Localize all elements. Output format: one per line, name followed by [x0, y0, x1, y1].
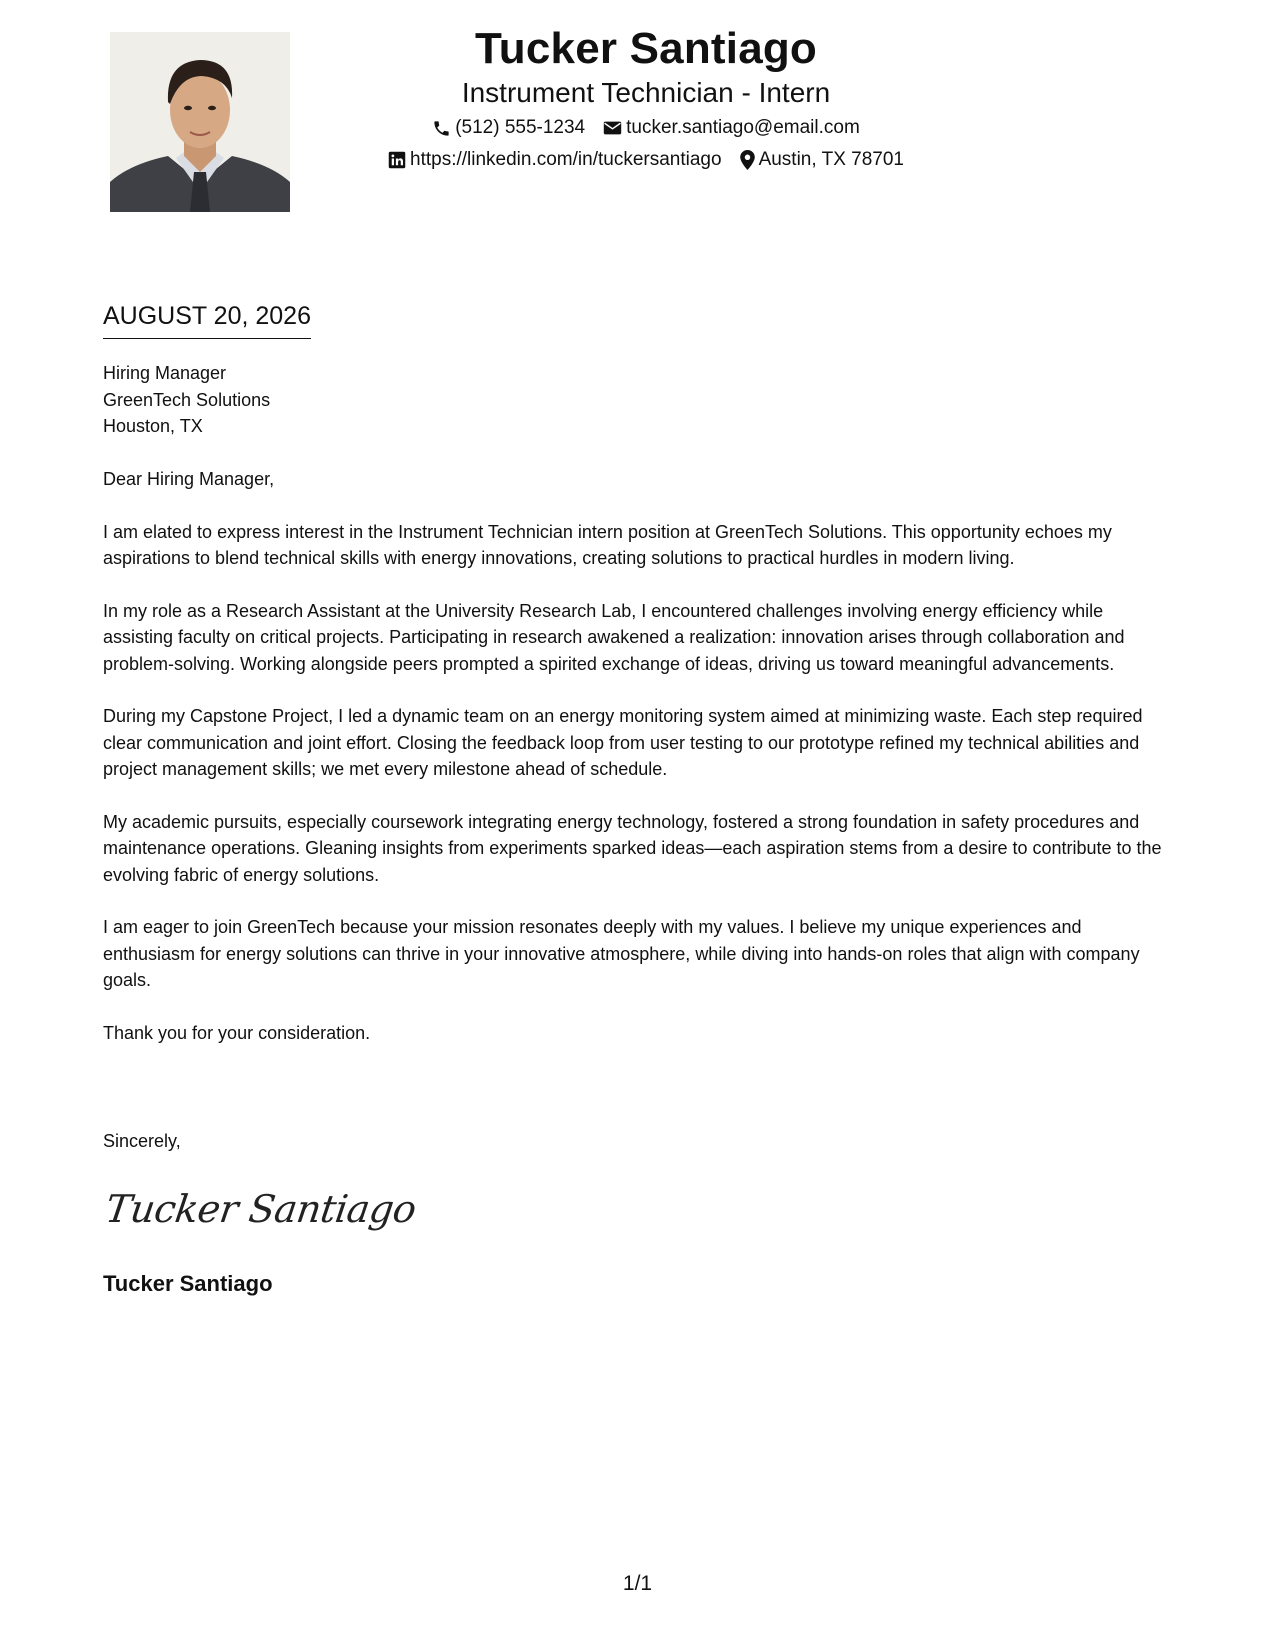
recipient-line: GreenTech Solutions [103, 389, 271, 410]
body-paragraph: I am elated to express interest in the Instrument Technician intern position at GreenTech Solutions. This opportunity echoes my aspirations to blend technical skills with energy innovations, creating solutions to practical hurdles in modern living. [103, 521, 1112, 568]
linkedin-contact [388, 148, 722, 172]
closing-text: Sincerely, [103, 1131, 181, 1151]
letter-date: AUGUST 20, 2026 [103, 300, 311, 339]
page-indicator: 1/1 [622, 1572, 653, 1595]
location-text: Austin, TX 78701 [758, 149, 904, 170]
svg-text:Tucker Santiago: Tucker Santiago [102, 1188, 419, 1232]
phone-number[interactable]: (512) 555-1234 [455, 117, 586, 138]
recipient-block [103, 360, 270, 440]
applicant-name: Tucker Santiago [474, 24, 818, 73]
body-paragraph: In my role as a Research Assistant at the University Research Lab, I encountered challenges involving energy efficiency while assisting faculty on critical projects. Participating in research awakened a realization: innovation arises through collaboration and problem-solving. Working alongside peers prompted a spirited exchange of ideas, driving us toward meaningful advancements. [103, 600, 1125, 674]
signer-name: Tucker Santiago [103, 1271, 273, 1296]
phone-contact [432, 116, 585, 140]
body-paragraph: I am eager to join GreenTech because your mission resonates deeply with my values. I believe my unique experiences and enthusiasm for energy solutions can thrive in your innovative atmosphere, while diving into hands-on roles that align with company goals. [103, 917, 1140, 990]
recipient-line: Hiring Manager [103, 363, 227, 383]
salutation: Dear Hiring Manager, [103, 469, 275, 489]
map-pin-icon [740, 150, 755, 170]
location-contact [740, 148, 904, 172]
contact-row-secondary [300, 148, 992, 172]
envelope-icon [603, 120, 622, 136]
linkedin-url[interactable]: https://linkedin.com/in/tuckersantiago [410, 149, 722, 170]
phone-icon [432, 119, 451, 138]
letter-body [103, 466, 1178, 1072]
body-paragraph: During my Capstone Project, I led a dynamic team on an energy monitoring system aimed at minimizing waste. Each step required clear communication and joint effort. Closing the feedback loop from user testing to our prototype refined my technical abilities and project management skills; we met every milestone ahead of schedule. [103, 706, 1143, 779]
email-contact [603, 116, 860, 140]
job-title: Instrument Technician - Intern [461, 77, 831, 108]
body-paragraph: My academic pursuits, especially coursework integrating energy technology, fostered a strong foundation in safety procedures and maintenance operations. Gleaning insights from experiments sparked ideas—each aspiration stems from a desire to contribute to the evolving fabric of energy solutions. [103, 811, 1162, 885]
linkedin-icon [388, 151, 406, 169]
recipient-line: Houston, TX [103, 416, 203, 436]
profile-photo [110, 32, 290, 212]
handwritten-signature [102, 1180, 419, 1247]
letter-header [300, 22, 992, 172]
contact-row-primary [300, 116, 992, 140]
email-address[interactable]: tucker.santiago@email.com [626, 117, 860, 138]
body-paragraph: Thank you for your consideration. [103, 1022, 371, 1043]
